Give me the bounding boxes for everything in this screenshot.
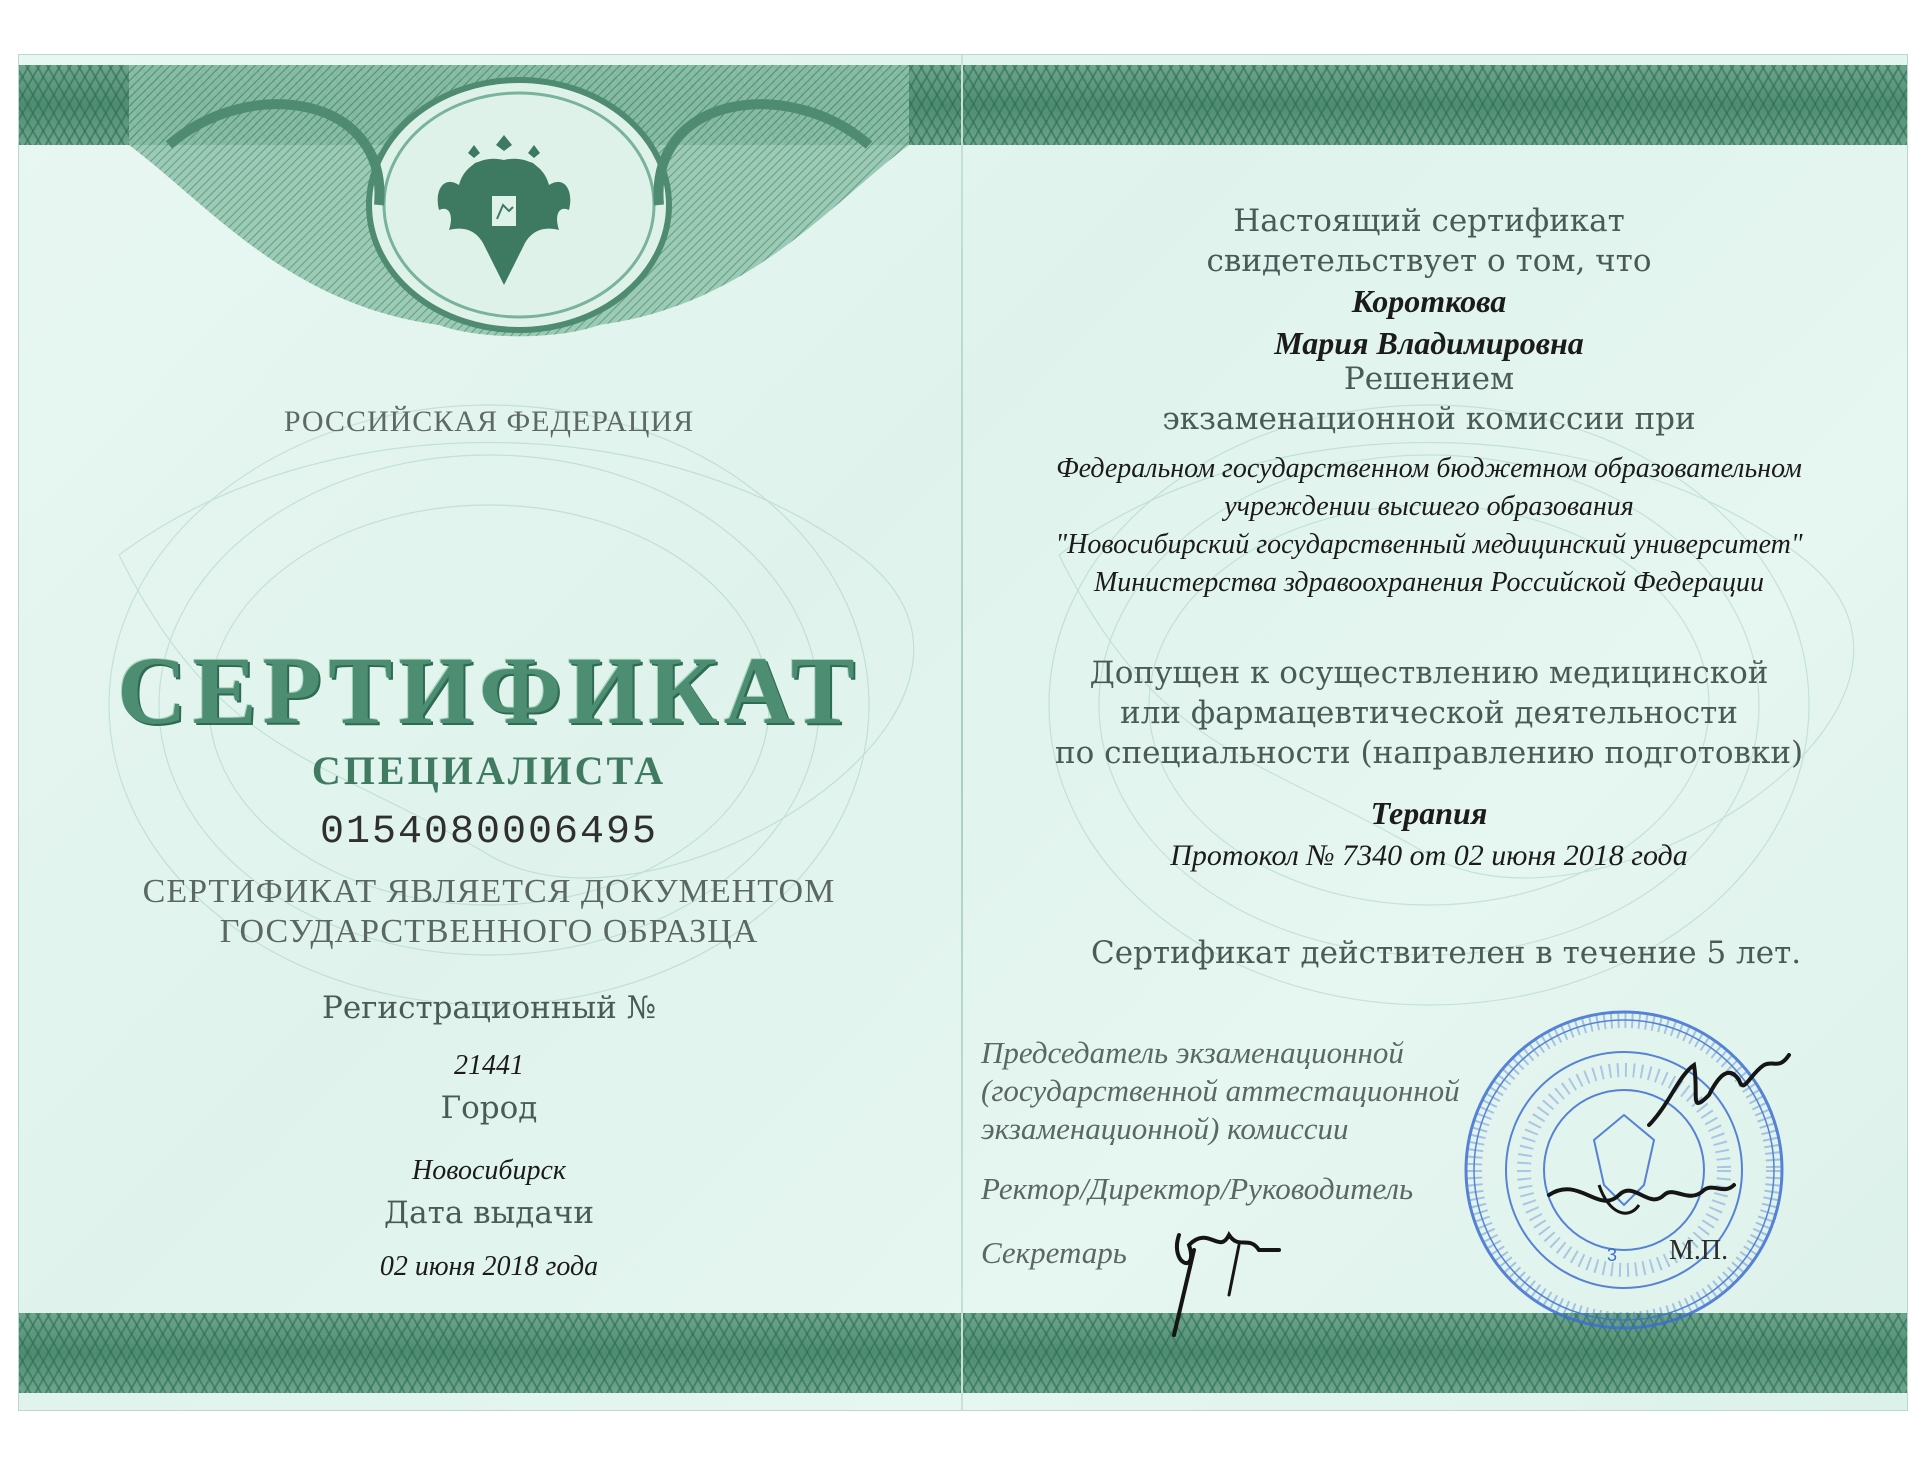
center-fold: [961, 55, 963, 1410]
validity-prefix: Сертификат действителен в течение: [1091, 935, 1697, 971]
protocol-line: Протокол № 7340 от 02 июня 2018 года: [1170, 839, 1688, 872]
chair-signature: [1639, 1035, 1799, 1145]
admitted-line-1: Допущен к осуществлению медицинской: [1089, 655, 1769, 691]
intro-line-2: свидетельствует о том, что: [1206, 243, 1652, 279]
coat-of-arms-eagle-icon: [429, 115, 579, 295]
institution-line-2: учреждении высшего образования: [1224, 491, 1634, 522]
seal-label: М.П.: [1669, 1235, 1729, 1266]
specialty: Терапия: [1370, 795, 1488, 831]
holder-surname: Короткова: [1351, 283, 1507, 319]
statement-line-2: ГОСУДАРСТВЕННОГО ОБРАЗЦА: [219, 913, 759, 950]
chair-line-3: экзаменационной) комиссии: [981, 1111, 1349, 1146]
holder-name: Мария Владимировна: [1274, 325, 1584, 361]
validity-suffix: лет.: [1736, 935, 1802, 971]
secretary-label: Секретарь: [981, 1235, 1127, 1270]
secretary-signature: [1159, 1205, 1289, 1345]
certificate-sheet: [18, 54, 1908, 1411]
chair-line-1: Председатель экзаменационной: [981, 1035, 1404, 1070]
decision-line-2: экзаменационной комиссии при: [1162, 401, 1696, 437]
issue-date-value: 02 июня 2018 года: [379, 1251, 599, 1282]
institution-line-1: Федеральном государственном бюджетном образовательном: [1056, 453, 1802, 484]
chair-line-2: (государственной аттестационной: [981, 1073, 1460, 1108]
rector-signature: [1539, 1155, 1739, 1235]
validity-years: 5: [1706, 935, 1727, 971]
intro-line-1: Настоящий сертификат: [1233, 203, 1625, 239]
certificate-title: СЕРТИФИКАТ: [117, 637, 861, 744]
statement-line-1: СЕРТИФИКАТ ЯВЛЯЕТСЯ ДОКУМЕНТОМ: [142, 873, 836, 910]
seal-number: 3: [1607, 1245, 1618, 1265]
admitted-line-2: или фармацевтической деятельности: [1120, 695, 1738, 731]
serial-number: 0154080006495: [319, 810, 659, 855]
city-label: Город: [440, 1090, 538, 1126]
validity-line: [1091, 935, 1801, 971]
issue-date-label: Дата выдачи: [383, 1195, 595, 1231]
rector-label: Ректор/Директор/Руководитель: [981, 1171, 1414, 1206]
country-name: РОССИЙСКАЯ ФЕДЕРАЦИЯ: [283, 405, 695, 438]
admitted-line-3: по специальности (направлению подготовки): [1054, 735, 1804, 771]
registration-number: 21441: [454, 1050, 524, 1081]
decision-line-1: Решением: [1343, 361, 1515, 397]
institution-line-3: "Новосибирский государственный медицинский университет": [1055, 529, 1803, 560]
certificate-subtitle: СПЕЦИАЛИСТА: [311, 748, 667, 793]
institution-line-4: Министерства здравоохранения Российской Федерации: [1093, 567, 1765, 598]
registration-label: Регистрационный №: [321, 990, 657, 1026]
city-value: Новосибирск: [411, 1155, 567, 1186]
